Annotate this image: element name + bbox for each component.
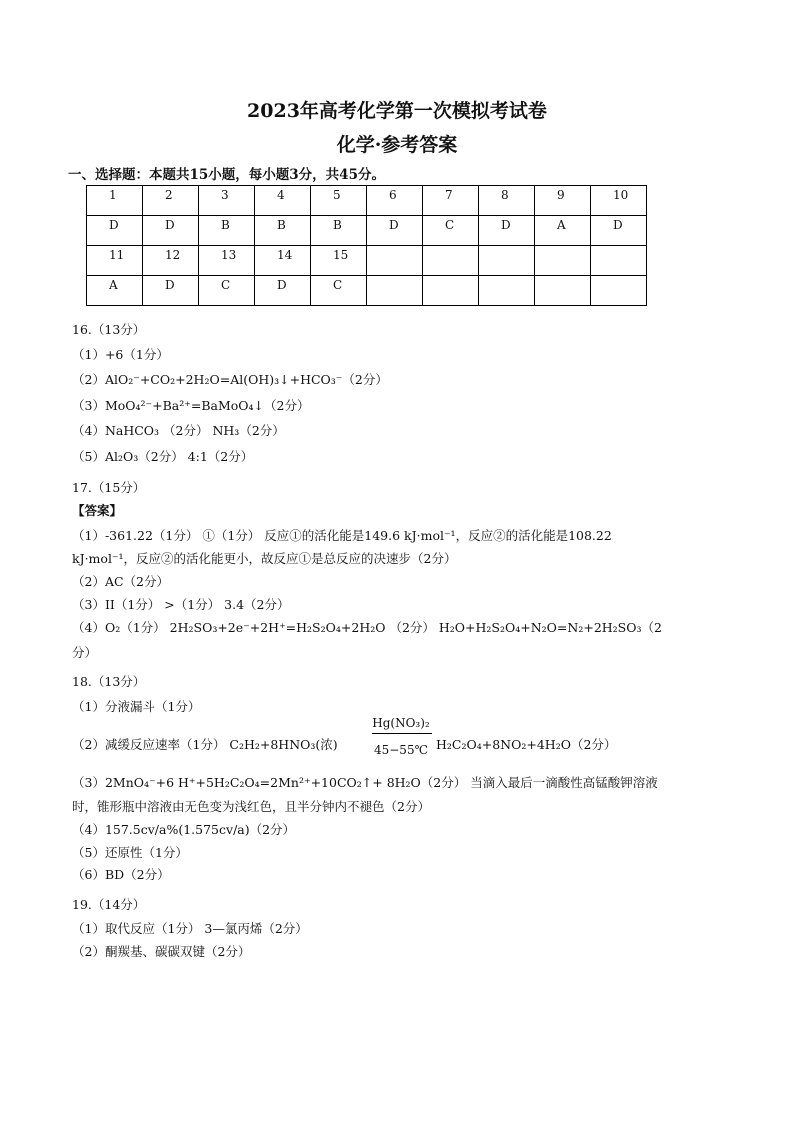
q16-header: 16.（13分） [72, 322, 146, 337]
table-cell: 6 [367, 186, 423, 216]
table-cell [479, 246, 535, 276]
table-cell: D [143, 216, 199, 246]
page-subtitle: 化学·参考答案 [336, 134, 458, 156]
table-cell: 3 [199, 186, 255, 216]
answer-table [86, 185, 647, 306]
q17-line: 分） [72, 645, 98, 660]
table-cell: 7 [423, 186, 479, 216]
q18-line: （2）减缓反应速率（1分） C₂H₂+8HNO₃(浓) [72, 737, 338, 752]
table-cell: 15 [311, 246, 367, 276]
q17-line: （4）O₂（1分） 2H₂SO₃+2e⁻+2H⁺=H₂S₂O₄+2H₂O （2分） H₂O+H₂S₂O₄+N₂O=N₂+2H₂SO₃（2 [72, 620, 662, 635]
q19-header: 19.（14分） [72, 897, 146, 912]
table-cell: 9 [535, 186, 591, 216]
q18-header: 18.（13分） [72, 674, 146, 689]
table-cell [535, 276, 591, 306]
table-cell: 14 [255, 246, 311, 276]
table-row [87, 246, 647, 276]
table-cell: A [535, 216, 591, 246]
section-heading: 一、选择题：本题共15小题，每小题3分，共45分。 [68, 167, 385, 183]
table-row [87, 186, 647, 216]
table-cell: 11 [87, 246, 143, 276]
q16-line: （1）+6（1分） [72, 347, 169, 362]
table-cell: C [311, 276, 367, 306]
table-cell [367, 276, 423, 306]
q17-line: （1）-361.22（1分） ①（1分） 反应①的活化能是149.6 kJ·mol⁻¹，反应②的活化能是108.22 [72, 528, 612, 543]
table-cell: D [479, 216, 535, 246]
q16-line: （5）Al₂O₃（2分） 4:1（2分） [72, 449, 254, 464]
table-cell: B [199, 216, 255, 246]
table-cell: 1 [87, 186, 143, 216]
table-cell: D [143, 276, 199, 306]
table-cell: 4 [255, 186, 311, 216]
q19-line: （2）酮羰基、碳碳双键（2分） [72, 944, 251, 959]
table-cell: C [199, 276, 255, 306]
table-row [87, 276, 647, 306]
q16-line: （3）MoO₄²⁻+Ba²⁺=BaMoO₄↓（2分） [72, 398, 310, 413]
q18-line: H₂C₂O₄+8NO₂+4H₂O（2分） [436, 737, 617, 752]
reaction-arrow-line [372, 733, 432, 734]
table-cell: 12 [143, 246, 199, 276]
q18-line: （1）分液漏斗（1分） [72, 699, 201, 714]
answer-tag: 【答案】 [72, 503, 123, 518]
table-cell: 5 [311, 186, 367, 216]
q17-line: （2）AC（2分） [72, 574, 169, 589]
table-cell [535, 246, 591, 276]
table-cell: D [255, 276, 311, 306]
q17-line: kJ·mol⁻¹，反应②的活化能更小，故反应①是总反应的决速步（2分） [72, 551, 457, 566]
q17-line: （3）II（1分） >（1分） 3.4（2分） [72, 597, 290, 612]
table-cell [591, 246, 647, 276]
table-cell: A [87, 276, 143, 306]
table-cell [423, 246, 479, 276]
table-cell: 13 [199, 246, 255, 276]
table-cell: 2 [143, 186, 199, 216]
reaction-condition-top: Hg(NO₃)₂ [372, 716, 430, 730]
table-cell: B [255, 216, 311, 246]
page-title: 2023年高考化学第一次模拟考试卷 [247, 100, 547, 122]
q18-line: （4）157.5cv/a%(1.575cv/a)（2分） [72, 822, 296, 837]
table-cell [423, 276, 479, 306]
q16-line: （2）AlO₂⁻+CO₂+2H₂O=Al(OH)₃↓+HCO₃⁻（2分） [72, 372, 388, 387]
table-cell: 8 [479, 186, 535, 216]
table-cell: 10 [591, 186, 647, 216]
q17-header: 17.（15分） [72, 480, 146, 495]
table-cell: D [591, 216, 647, 246]
table-row [87, 216, 647, 246]
reaction-condition-bottom: 45−55℃ [373, 743, 429, 757]
q18-line: （5）还原性（1分） [72, 845, 188, 860]
q18-line: 时，锥形瓶中溶液由无色变为浅红色，且半分钟内不褪色（2分） [72, 799, 430, 814]
table-cell: B [311, 216, 367, 246]
table-cell: D [87, 216, 143, 246]
q16-line: （4）NaHCO₃ （2分） NH₃（2分） [72, 423, 285, 438]
table-cell [479, 276, 535, 306]
q19-line: （1）取代反应（1分） 3—氯丙烯（2分） [72, 921, 308, 936]
q18-line: （6）BD（2分） [72, 867, 170, 882]
table-cell: D [367, 216, 423, 246]
table-cell [591, 276, 647, 306]
q18-line: （3）2MnO₄⁻+6 H⁺+5H₂C₂O₄=2Mn²⁺+10CO₂↑+ 8H₂O（2分） 当滴入最后一滴酸性高锰酸钾溶液 [72, 775, 658, 790]
table-cell [367, 246, 423, 276]
table-cell: C [423, 216, 479, 246]
